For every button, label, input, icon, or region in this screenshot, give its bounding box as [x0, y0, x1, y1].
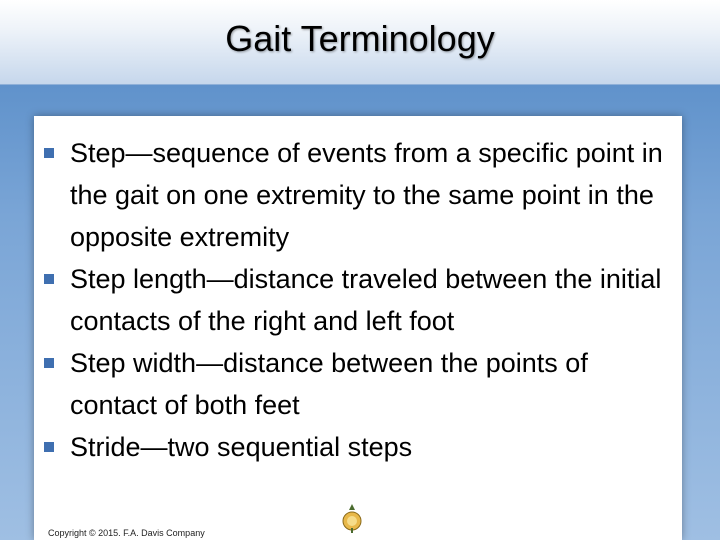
square-bullet-icon	[44, 274, 54, 284]
square-bullet-icon	[44, 442, 54, 452]
bullet-text: Step—sequence of events from a specific point in the gait on one extremity to the same point in the opposite extremity	[70, 138, 663, 252]
bullet-text: Stride—two sequential steps	[70, 432, 413, 462]
content-box	[34, 116, 682, 540]
bullet-text: Step width—distance between the points of contact of both feet	[70, 348, 588, 420]
publisher-logo-icon	[340, 502, 364, 534]
bullet-text: Step length—distance traveled between the initial contacts of the right and left foot	[70, 264, 662, 336]
square-bullet-icon	[44, 358, 54, 368]
bullet-item	[34, 342, 674, 426]
square-bullet-icon	[44, 148, 54, 158]
bullet-item	[34, 132, 674, 258]
title-band	[0, 0, 720, 85]
copyright-footer: Copyright © 2015. F.A. Davis Company	[48, 528, 205, 538]
bullet-list	[34, 132, 674, 468]
bullet-item	[34, 258, 674, 342]
bullet-item	[34, 426, 674, 468]
slide-title: Gait Terminology	[225, 18, 495, 59]
